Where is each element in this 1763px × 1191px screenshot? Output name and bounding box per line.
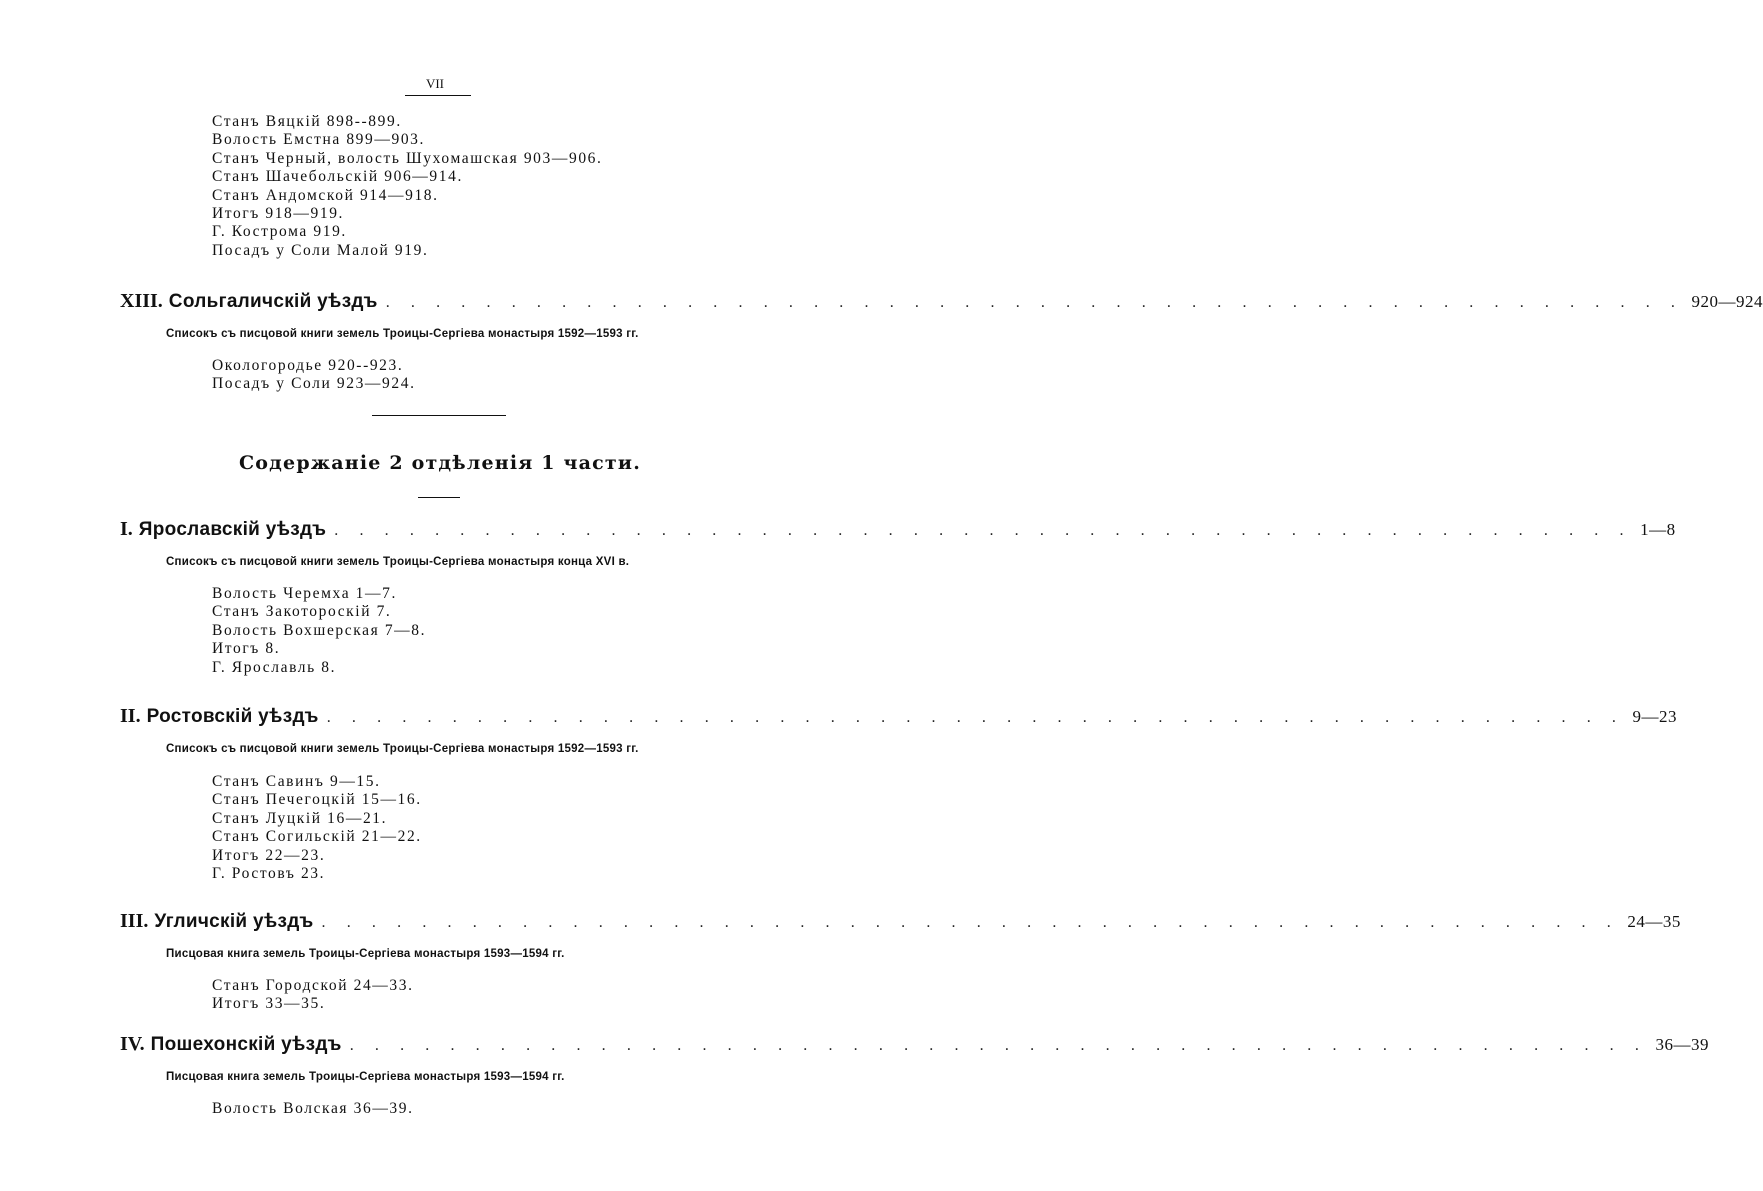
section-title: Пошехонскій уѣздъ: [150, 1034, 342, 1055]
page-range: 36—39: [1655, 1035, 1709, 1054]
source-note: Писцовая книга земель Троицы-Сергіева монастыря 1593—1594 гг.: [166, 948, 565, 960]
list-item: Волость Вохшерская 7—8.: [212, 621, 427, 639]
source-note: Списокъ съ писцовой книги земель Троицы-Сергіева монастыря конца XVI в.: [166, 556, 630, 568]
section-number: II.: [120, 705, 141, 727]
dot-leader: . . . . . . . . . . . . . . . . . . . . . . . . . . . . . . . . . . . . . . . . . . . . . . . . . . . .: [385, 294, 1684, 311]
short-divider-rule: [418, 497, 460, 498]
divider-rule: [372, 415, 506, 416]
top-subdivision-list: [212, 113, 603, 260]
list-item: Итогъ 8.: [212, 640, 281, 658]
page-number: VII: [425, 76, 445, 91]
section-number: III.: [120, 910, 149, 932]
list-item: Станъ Савинъ 9—15.: [212, 773, 381, 790]
section-heading-poshekhonye: [120, 1033, 1709, 1059]
section-heading-yaroslavl: [120, 518, 1676, 544]
section-heading-uglich: [120, 910, 1681, 936]
dot-leader: . . . . . . . . . . . . . . . . . . . . . . . . . . . . . . . . . . . . . . . . . . . . . . . . . . . .: [326, 709, 1625, 726]
dot-leader: . . . . . . . . . . . . . . . . . . . . . . . . . . . . . . . . . . . . . . . . . . . . . . . . . . . .: [349, 1037, 1648, 1054]
list-item: Г. Кострома 919.: [212, 223, 347, 241]
section-title: Ярославскій уѣздъ: [138, 519, 327, 540]
list-item: Станъ Печегоцкій 15—16.: [212, 791, 422, 809]
list-item: Итогъ 33—35.: [212, 995, 326, 1013]
section-heading-rostov: [120, 705, 1678, 731]
section-number: XIII.: [120, 290, 163, 312]
page-range: 9—23: [1632, 707, 1678, 726]
section-number: I.: [120, 518, 133, 540]
list-item: Г. Ростовъ 23.: [212, 865, 326, 883]
list-item: Г. Ярославль 8.: [212, 658, 337, 676]
list-item: Волость Волская 36—39.: [212, 1100, 414, 1117]
page-range: 920—924: [1691, 292, 1763, 311]
list-item: Станъ Луцкій 16—21.: [212, 809, 388, 827]
section-heading-sol-galich: [120, 290, 1763, 316]
source-note: Списокъ съ писцовой книги земель Троицы-Сергіева монастыря 1592—1593 гг.: [166, 743, 639, 755]
section-number: IV.: [120, 1033, 145, 1055]
section-title: Угличскій уѣздъ: [154, 911, 314, 932]
subdivision-list: [212, 1100, 414, 1118]
list-item: Станъ Шачебольскій 906—914.: [212, 168, 463, 186]
list-item: Посадъ у Соли Малой 919.: [212, 241, 429, 259]
list-item: Станъ Вяцкій 898--899.: [212, 113, 402, 130]
page-range: 24—35: [1627, 912, 1681, 931]
list-item: Станъ Городской 24—33.: [212, 977, 414, 994]
list-item: Волость Емстна 899—903.: [212, 131, 426, 149]
subdivision-list: [212, 977, 414, 1014]
list-item: Волость Черемха 1—7.: [212, 585, 397, 602]
section-title: Ростовскій уѣздъ: [146, 706, 319, 727]
list-item: Станъ Закотороскій 7.: [212, 603, 392, 621]
contents-heading: Содержаніе 2 отдѣленія 1 части.: [238, 452, 642, 474]
page-range: 1—8: [1640, 520, 1676, 539]
dot-leader: . . . . . . . . . . . . . . . . . . . . . . . . . . . . . . . . . . . . . . . . . . . . . . . . . . . .: [321, 914, 1620, 931]
subdivision-list: [212, 585, 426, 677]
list-item: Станъ Черный, волость Шухомашская 903—906.: [212, 149, 603, 167]
list-item: Итогъ 22—23.: [212, 846, 326, 864]
list-item: Станъ Согильскій 21—22.: [212, 828, 422, 846]
list-item: Окологородье 920--923.: [212, 357, 404, 374]
dot-leader: . . . . . . . . . . . . . . . . . . . . . . . . . . . . . . . . . . . . . . . . . . . . . . . . . . . .: [334, 522, 1633, 539]
list-item: Станъ Андомской 914—918.: [212, 186, 439, 204]
subdivision-list: [212, 357, 416, 394]
section-title: Сольгаличскій уѣздъ: [168, 291, 378, 312]
source-note: Списокъ съ писцовой книги земель Троицы-Сергіева монастыря 1592—1593 гг.: [166, 328, 639, 340]
list-item: Посадъ у Соли 923—924.: [212, 375, 416, 393]
page-number-rule: [405, 95, 471, 96]
subdivision-list: [212, 773, 422, 883]
list-item: Итогъ 918—919.: [212, 205, 345, 223]
source-note: Писцовая книга земель Троицы-Сергіева монастыря 1593—1594 гг.: [166, 1071, 565, 1083]
